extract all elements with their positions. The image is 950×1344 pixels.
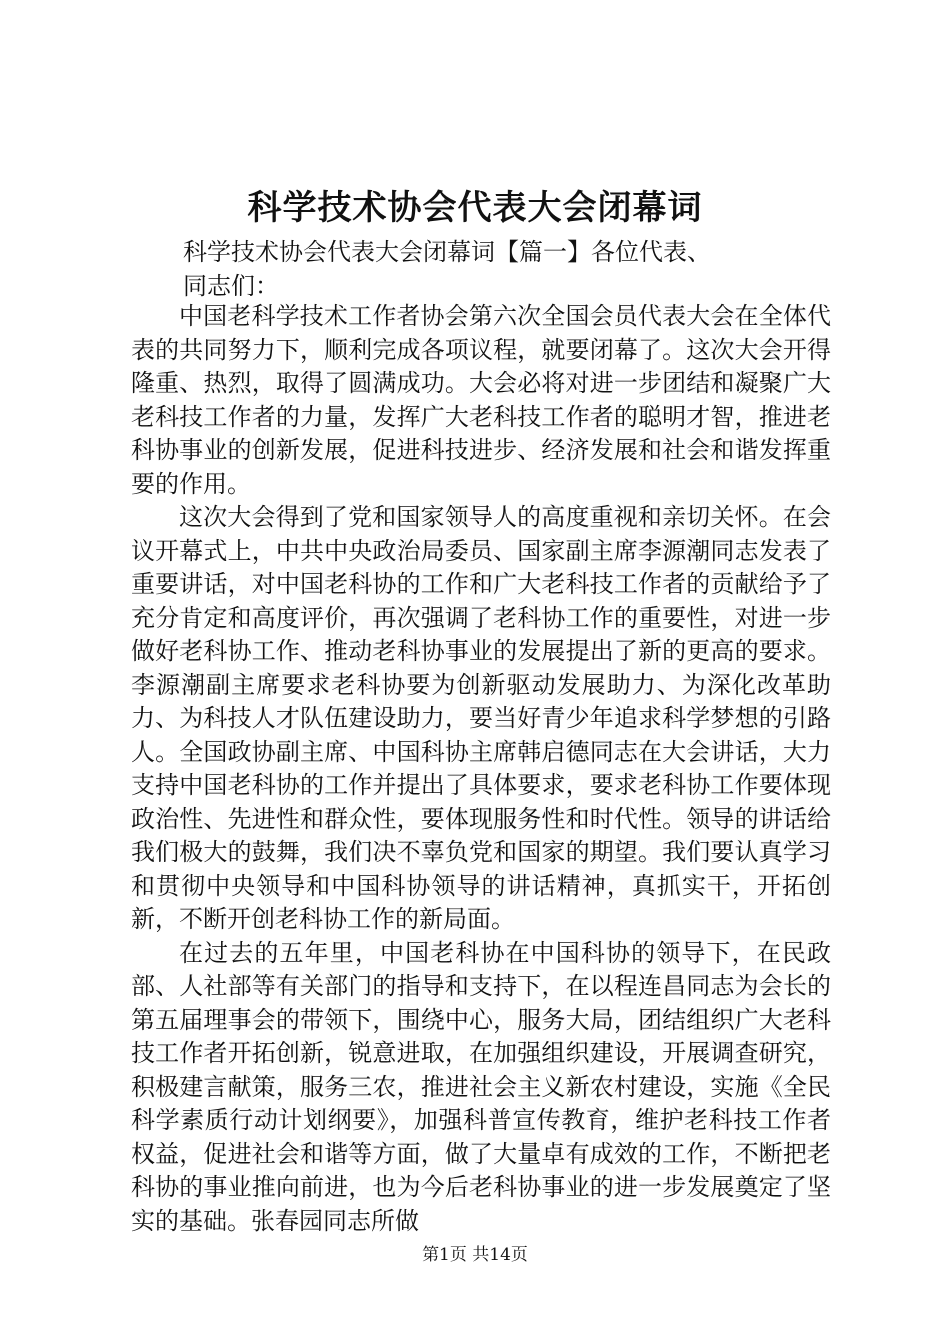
intro-block [183, 236, 843, 303]
document-title: 科学技术协会代表大会闭幕词 [247, 188, 703, 228]
paragraph-2: 这次大会得到了党和国家领导人的高度重视和亲切关怀。在会议开幕式上，中共中央政治局委员、国家副主席李源潮同志发表了重要讲话，对中国老科协的工作和广大老科技工作者的贡献给予了充分肯定和高度评价，再次强调了老科协工作的重要性，对进一步做好老科协工作、推动老科协事业的发展提出了新的更高的要求。李源潮副主席要求老科协要为创新驱动发展助力、为深化改革助力、为科技人才队伍建设助力，要当好青少年追求科学梦想的引路人。全国政协副主席、中国科协主席韩启德同志在大会讲话，大力支持中国老科协的工作并提出了具体要求，要求老科协工作要体现政治性、先进性和群众性，要体现服务性和时代性。领导的讲话给我们极大的鼓舞，我们决不辜负党和国家的期望。我们要认真学习和贯彻中央领导和中国科协领导的讲话精神，真抓实干，开拓创新，不断开创老科协工作的新局面。 [131, 503, 831, 933]
page-footer: 第1页 共14页 [422, 1245, 528, 1265]
document-body [131, 300, 831, 1238]
paragraph-1: 中国老科学技术工作者协会第六次全国会员代表大会在全体代表的共同努力下，顺利完成各项议程，就要闭幕了。这次大会开得隆重、热烈，取得了圆满成功。大会必将对进一步团结和凝聚广大老科技工作者的力量，发挥广大老科技工作者的聪明才智，推进老科协事业的创新发展，促进科技进步、经济发展和社会和谐发挥重要的作用。 [131, 302, 831, 498]
paragraph-3: 在过去的五年里，中国老科协在中国科协的领导下，在民政部、人社部等有关部门的指导和支持下，在以程连昌同志为会长的第五届理事会的带领下，围绕中心，服务大局，团结组织广大老科技工作者开拓创新，锐意进取，在加强组织建设，开展调查研究，积极建言献策，服务三农，推进社会主义新农村建设，实施《全民科学素质行动计划纲要》，加强科普宣传教育，维护老科技工作者权益，促进社会和谐等方面，做了大量卓有成效的工作，不断把老科协的事业推向前进，也为今后老科协事业的进一步发展奠定了坚实的基础。张春园同志所做 [131, 938, 831, 1235]
salutation-line: 同志们： [183, 271, 279, 300]
intro-line: 科学技术协会代表大会闭幕词【篇一】各位代表、 [183, 238, 711, 266]
